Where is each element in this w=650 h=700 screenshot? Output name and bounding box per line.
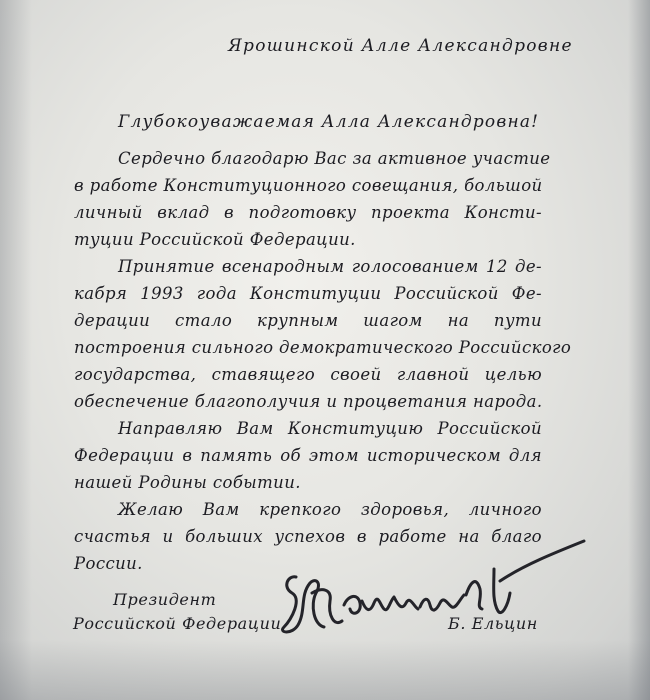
signatory-name: Б. Ельцин xyxy=(448,614,538,633)
addressee: Ярошинской Алле Александровне xyxy=(228,36,573,56)
signature-title-line2: Российской Федерации xyxy=(73,614,282,633)
body-line: нашей Родины событии. xyxy=(74,473,301,492)
body-line: Направляю Вам Конституцию Российской xyxy=(118,419,542,438)
body-line: России. xyxy=(74,554,143,573)
body-line: Федерации в память об этом историческом для xyxy=(74,446,542,465)
handwritten-signature xyxy=(262,535,592,645)
page-shadow-bottom xyxy=(0,640,650,700)
body-line: Принятие всенародным голосованием 12 де- xyxy=(118,257,542,276)
body-line: личный вклад в подготовку проекта Консти- xyxy=(74,203,542,222)
body-line: построения сильного демократического Российского xyxy=(74,338,572,357)
body-line: счастья и больших успехов в работе на благо xyxy=(74,527,542,546)
body-line: дерации стало крупным шагом на пути xyxy=(74,311,542,330)
body-line: Сердечно благодарю Вас за активное участие xyxy=(118,149,551,168)
page-shadow-right xyxy=(628,0,650,700)
page-shadow-left xyxy=(0,0,32,700)
body-line: в работе Конституционного совещания, большой xyxy=(74,176,543,195)
body-line: государства, ставящего своей главной целью xyxy=(74,365,542,384)
salutation: Глубокоуважаемая Алла Александровна! xyxy=(118,112,540,132)
body-line: туции Российской Федерации. xyxy=(74,230,356,249)
body-line: Желаю Вам крепкого здоровья, личного xyxy=(118,500,542,519)
body-line: кабря 1993 года Конституции Российской Фе- xyxy=(74,284,542,303)
body-line: обеспечение благополучия и процветания народа. xyxy=(74,392,543,411)
signature-title-line1: Президент xyxy=(113,590,217,609)
